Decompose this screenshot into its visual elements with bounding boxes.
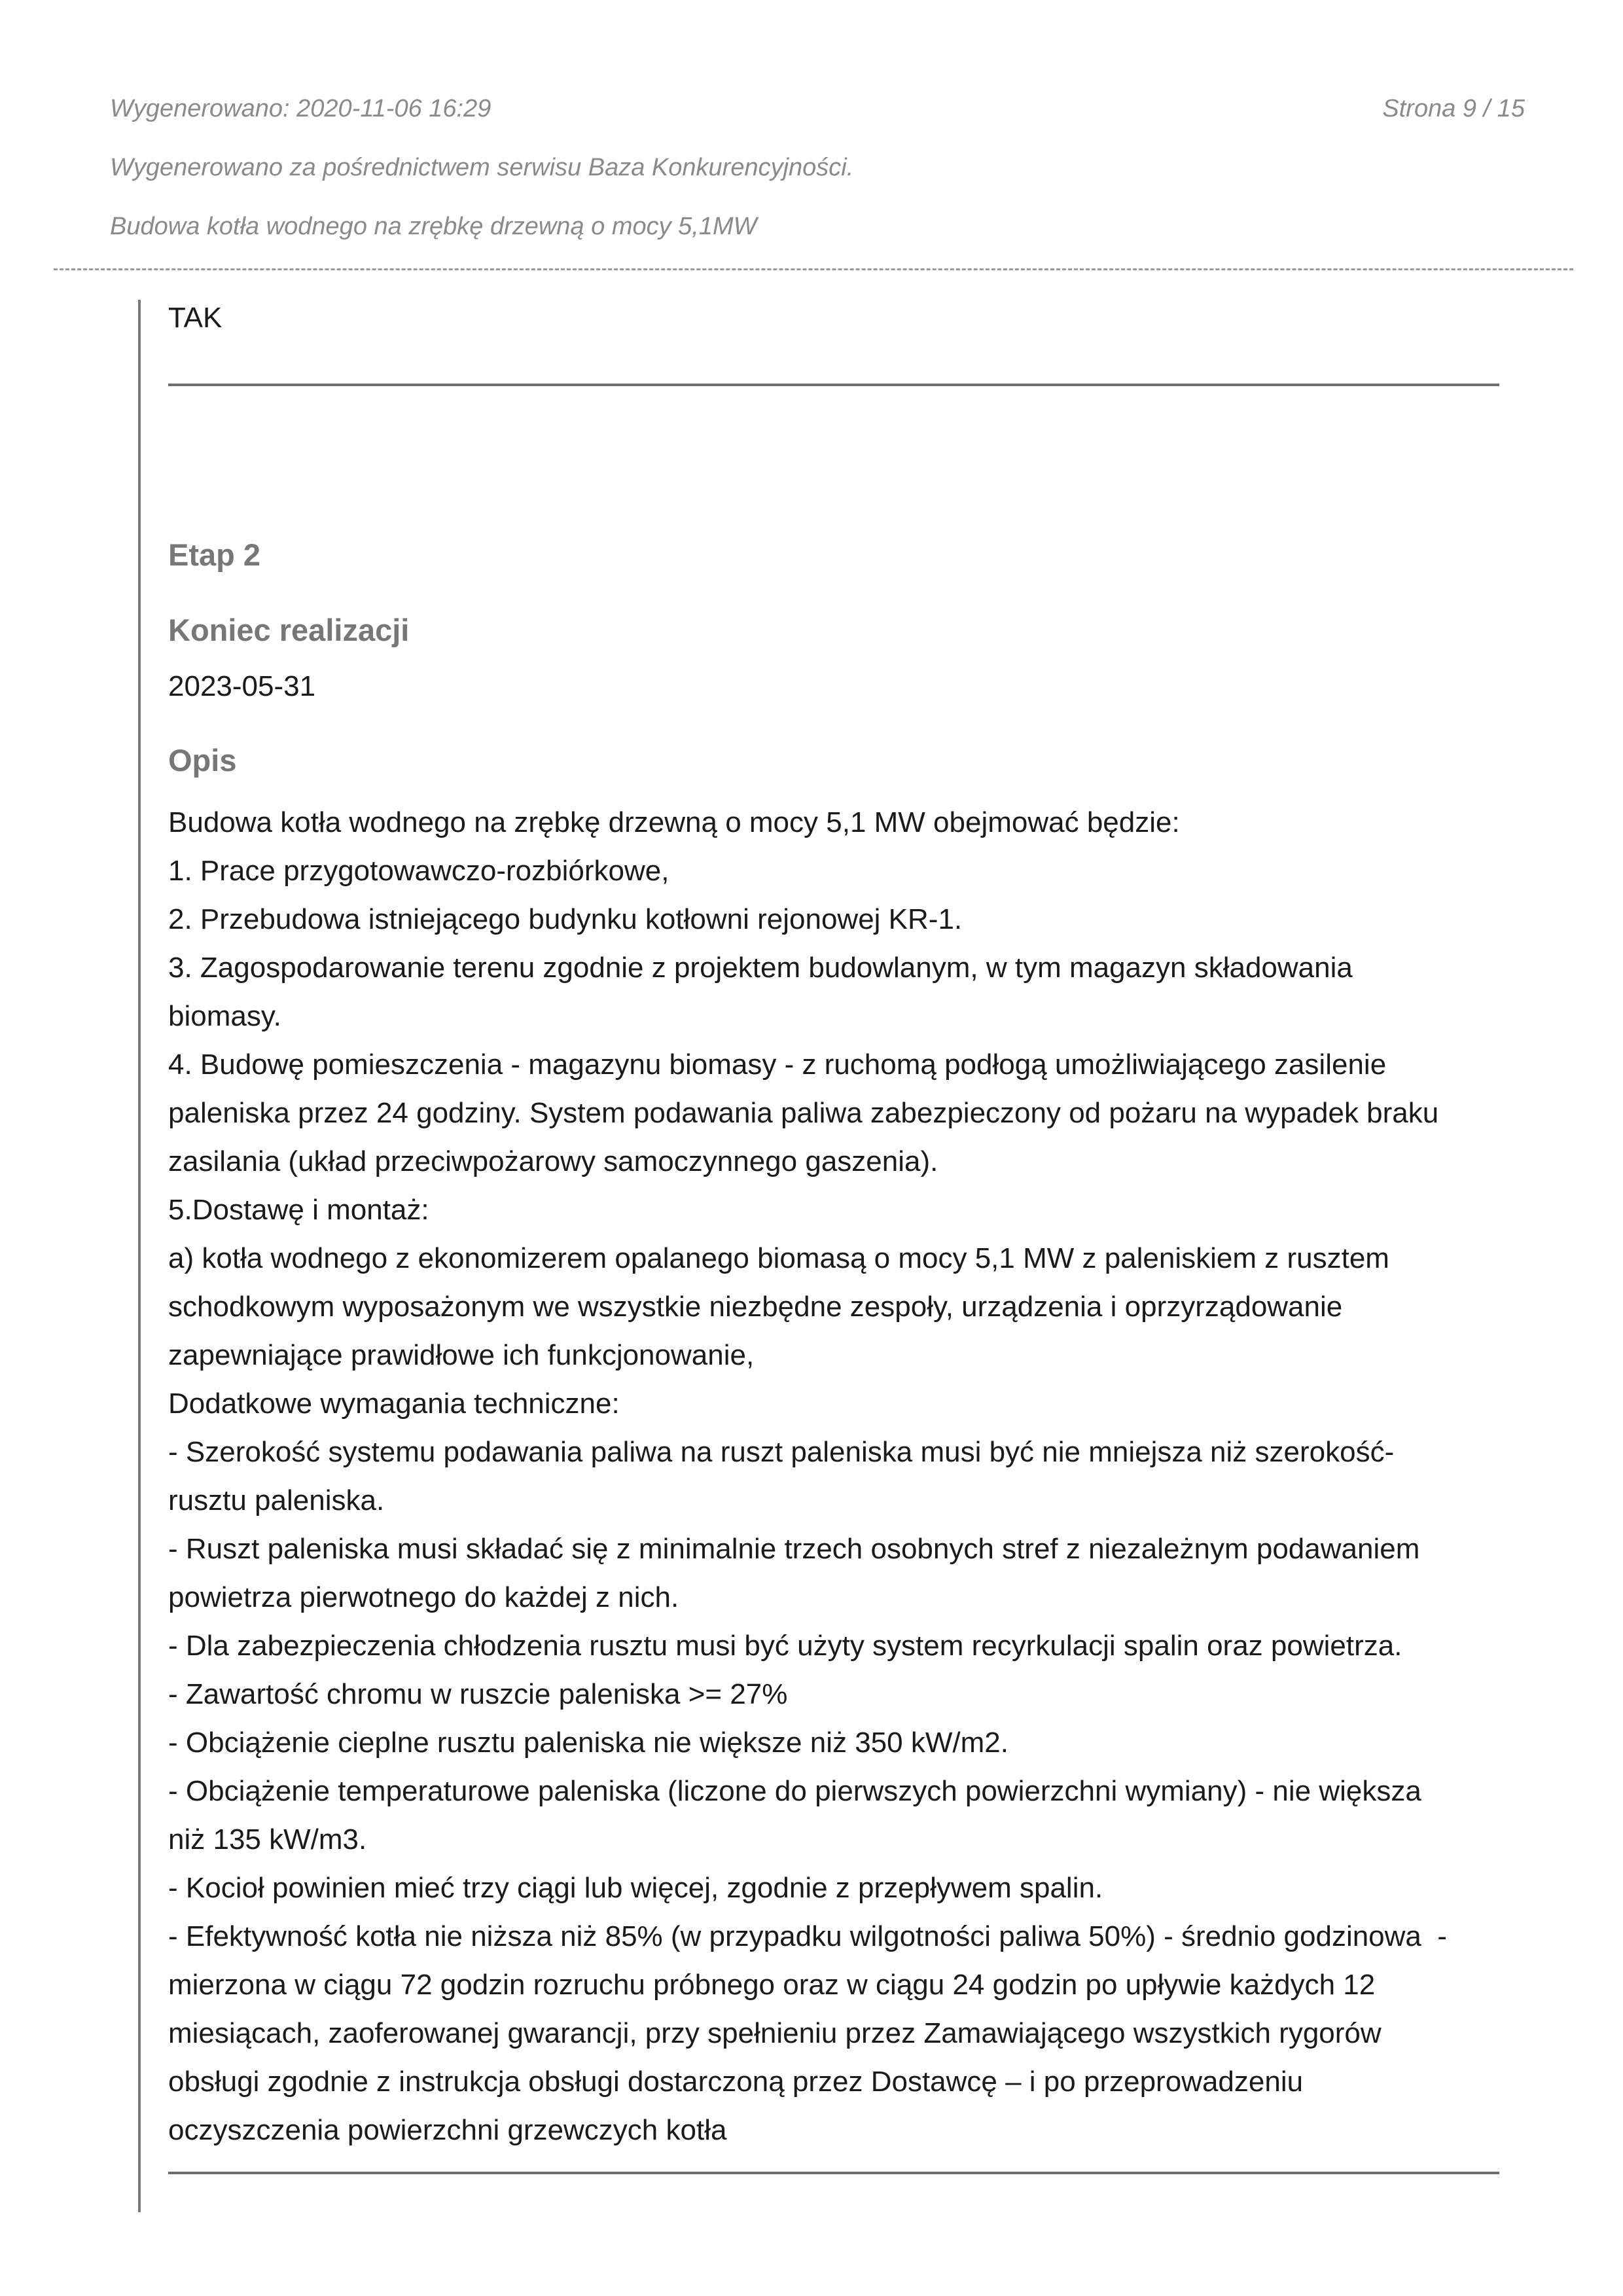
end-date-label: Koniec realizacji bbox=[168, 613, 410, 647]
section-side-rule bbox=[138, 300, 141, 2212]
header-separator bbox=[54, 268, 1573, 270]
description-line: 4. Budowę pomieszczenia - magazynu biomasy - z ruchomą podłogą umożliwiającego zasilenie bbox=[168, 1049, 1387, 1081]
end-date-value: 2023-05-31 bbox=[168, 670, 316, 702]
document-title: Budowa kotła wodnego na zrębkę drzewną o mocy 5,1MW bbox=[110, 213, 757, 240]
answer-value: TAK bbox=[168, 302, 223, 334]
description-line: - Obciążenie cieplne rusztu paleniska nie większe niż 350 kW/m2. bbox=[168, 1727, 1008, 1759]
description-line: 2. Przebudowa istniejącego budynku kotłowni rejonowej KR-1. bbox=[168, 903, 963, 935]
description-label: Opis bbox=[168, 743, 237, 778]
description-line: schodkowym wyposażonym we wszystkie niezbędne zespoły, urządzenia i oprzyrządowanie bbox=[168, 1291, 1343, 1323]
divider-top bbox=[168, 384, 1499, 386]
description-line: zapewniające prawidłowe ich funkcjonowanie, bbox=[168, 1339, 755, 1371]
stage-heading: Etap 2 bbox=[168, 537, 261, 572]
description-line: niż 135 kW/m3. bbox=[168, 1823, 367, 1856]
description-line: Dodatkowe wymagania techniczne: bbox=[168, 1388, 620, 1420]
description-line: zasilania (układ przeciwpożarowy samoczynnego gaszenia). bbox=[168, 1145, 938, 1177]
generated-via-note: Wygenerowano za pośrednictwem serwisu Baza Konkurencyjności. bbox=[110, 154, 854, 181]
description-line: miesiącach, zaoferowanej gwarancji, przy spełnieniu przez Zamawiającego wszystkich rygorów bbox=[168, 2017, 1382, 2049]
generated-timestamp: Wygenerowano: 2020-11-06 16:29 bbox=[110, 95, 491, 122]
description-line: obsługi zgodnie z instrukcja obsługi dostarczoną przez Dostawcę – i po przeprowadzeniu bbox=[168, 2066, 1304, 2098]
description-line: - Ruszt paleniska musi składać się z minimalnie trzech osobnych stref z niezależnym podawaniem bbox=[168, 1533, 1420, 1565]
description-line: 1. Prace przygotowawczo-rozbiórkowe, bbox=[168, 855, 669, 887]
description-line: a) kotła wodnego z ekonomizerem opalanego biomasą o mocy 5,1 MW z paleniskiem z rusztem bbox=[168, 1242, 1389, 1274]
description-line: 3. Zagospodarowanie terenu zgodnie z projektem budowlanym, w tym magazyn składowania bbox=[168, 952, 1353, 984]
page-number: Strona 9 / 15 bbox=[1382, 95, 1525, 122]
description-line: - Kocioł powinien mieć trzy ciągi lub więcej, zgodnie z przepływem spalin. bbox=[168, 1872, 1103, 1904]
divider-bottom bbox=[168, 2172, 1499, 2174]
description-line: - Obciążenie temperaturowe paleniska (liczone do pierwszych powierzchni wymiany) - nie większa bbox=[168, 1775, 1421, 1807]
description-line: rusztu paleniska. bbox=[168, 1484, 385, 1516]
description-line: paleniska przez 24 godziny. System podawania paliwa zabezpieczony od pożaru na wypadek braku bbox=[168, 1097, 1439, 1129]
description-line: Budowa kotła wodnego na zrębkę drzewną o mocy 5,1 MW obejmować będzie: bbox=[168, 806, 1180, 838]
description-line: - Dla zabezpieczenia chłodzenia rusztu musi być użyty system recyrkulacji spalin oraz powietrza. bbox=[168, 1630, 1402, 1662]
description-line: mierzona w ciągu 72 godzin rozruchu próbnego oraz w ciągu 24 godzin po upływie każdych 12 bbox=[168, 1969, 1376, 2001]
description-line: powietrza pierwotnego do każdej z nich. bbox=[168, 1581, 679, 1613]
description-line: oczyszczenia powierzchni grzewczych kotła bbox=[168, 2114, 727, 2146]
description-line: 5.Dostawę i montaż: bbox=[168, 1194, 429, 1226]
description-line: - Szerokość systemu podawania paliwa na ruszt paleniska musi być nie mniejsza niż szerokość- bbox=[168, 1436, 1395, 1468]
description-line: biomasy. bbox=[168, 1000, 281, 1032]
description-text bbox=[168, 798, 1499, 2155]
description-line: - Efektywność kotła nie niższa niż 85% (w przypadku wilgotności paliwa 50%) - średnio godzinowa - bbox=[168, 1920, 1448, 1952]
description-line: - Zawartość chromu w ruszcie paleniska >= 27% bbox=[168, 1678, 788, 1710]
stage-section bbox=[168, 300, 1499, 2174]
